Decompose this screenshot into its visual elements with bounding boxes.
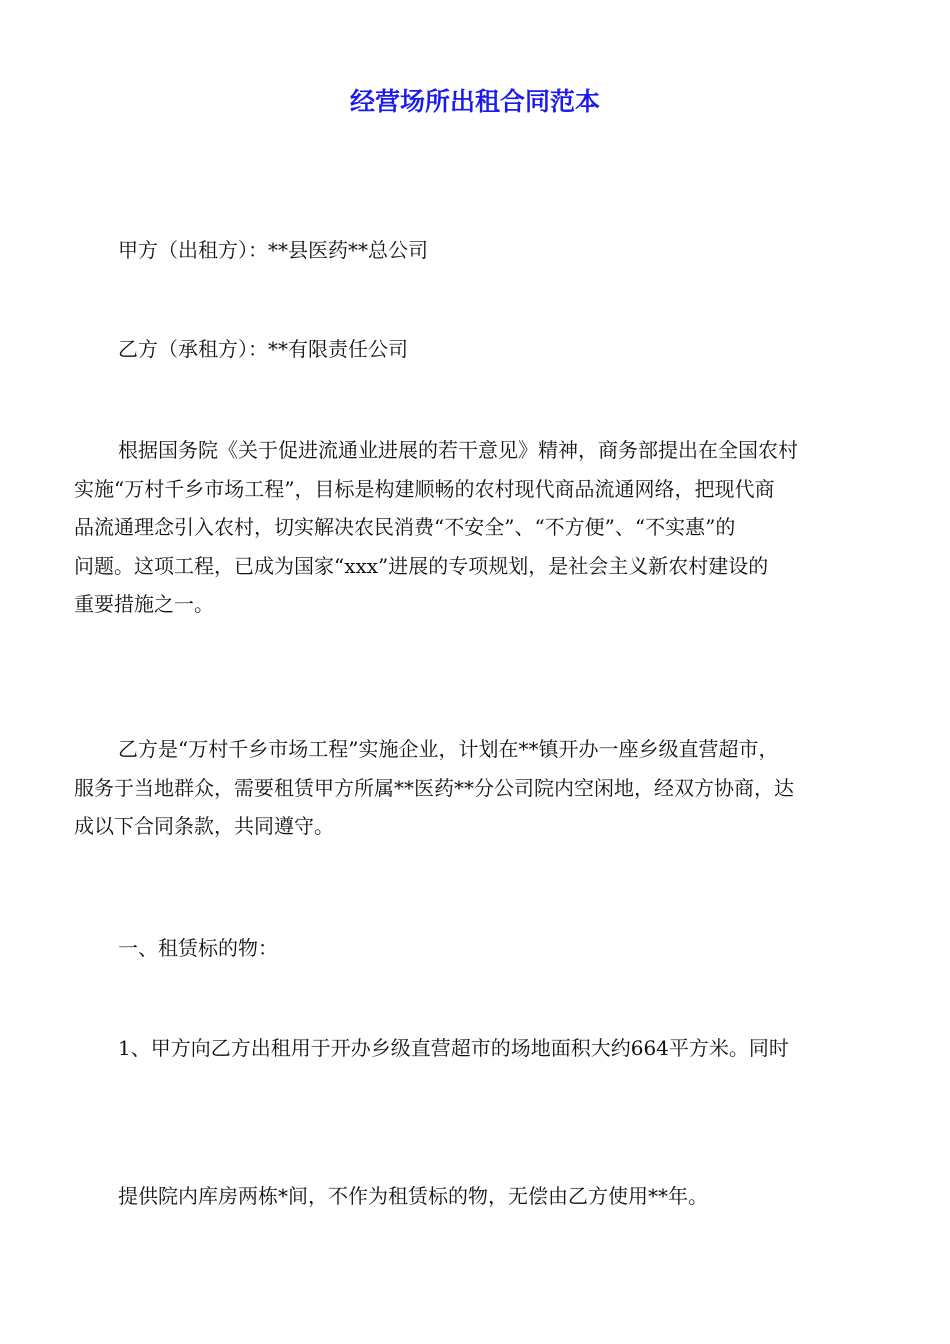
section-heading-lease-object: 一、租赁标的物： [118, 936, 278, 960]
clause-1-line-1: 1、甲方向乙方出租用于开办乡级直营超市的场地面积大约664平方米。同时 [118, 1036, 789, 1060]
paragraph-line: 成以下合同条款，共同遵守。 [74, 814, 334, 838]
paragraph-line: 乙方是“万村千乡市场工程”实施企业，计划在**镇开办一座乡级直营超市， [118, 737, 779, 761]
clause-1-line-2: 提供院内库房两栋*间，不作为租赁标的物，无偿由乙方使用**年。 [118, 1184, 708, 1208]
paragraph-line: 服务于当地群众，需要租赁甲方所属**医药**分公司院内空闲地，经双方协商，达 [74, 775, 794, 800]
purpose-paragraph [74, 730, 880, 846]
party-a-line: 甲方（出租方）：**县医药**总公司 [118, 238, 428, 262]
paragraph-line: 问题。这项工程，已成为国家“xxx”进展的专项规划，是社会主义新农村建设的 [74, 553, 769, 578]
preamble-paragraph [74, 431, 880, 624]
paragraph-line: 重要措施之一。 [74, 592, 214, 616]
party-b-line: 乙方（承租方）：**有限责任公司 [118, 337, 408, 361]
paragraph-line: 根据国务院《关于促进流通业进展的若干意见》精神，商务部提出在全国农村 [118, 438, 798, 462]
paragraph-line: 品流通理念引入农村，切实解决农民消费“不安全”、“不方便”、“不实惠”的 [74, 515, 736, 539]
document-title: 经营场所出租合同范本 [349, 87, 600, 116]
paragraph-line: 实施“万村千乡市场工程”，目标是构建顺畅的农村现代商品流通网络，把现代商 [74, 476, 775, 501]
